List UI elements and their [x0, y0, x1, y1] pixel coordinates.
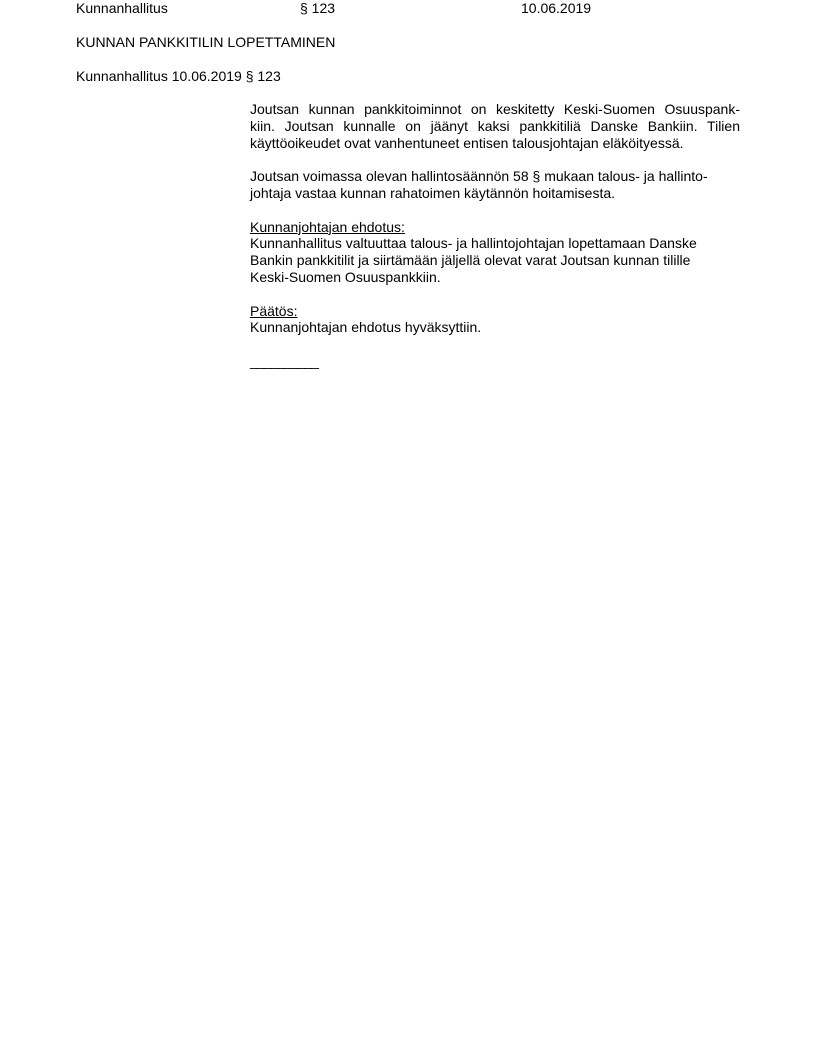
proposal-line: Bankin pankkitilit ja siirtämään jäljellä olevat varat Joutsan kunnan tilille: [250, 252, 691, 269]
paragraph-background: [250, 101, 740, 151]
paragraph-line: johtaja vastaa kunnan rahatoimen käytännön hoitamisesta.: [250, 184, 616, 201]
proposal-section: [250, 219, 740, 286]
proposal-line: Kunnanhallitus valtuuttaa talous- ja hallintojohtajan lopettamaan Danske: [250, 235, 697, 252]
proposal-line: Keski-Suomen Osuuspankkiin.: [250, 268, 441, 285]
document-title: KUNNAN PANKKITILIN LOPETTAMINEN: [76, 34, 336, 50]
paragraph-line: käyttöoikeudet ovat vanhentuneet entisen talousjohtajan eläköityessä.: [250, 134, 684, 151]
meeting-reference: Kunnanhallitus 10.06.2019 § 123: [76, 68, 281, 84]
paragraph-line: kiin. Joutsan kunnalle on jäänyt kaksi pankkitiliä Danske Bankiin. Tilien: [250, 117, 740, 134]
paragraph-line: Joutsan voimassa olevan hallintosäännön 58 § mukaan talous- ja hallinto-: [250, 168, 708, 185]
document-body: [250, 101, 740, 387]
proposal-heading: Kunnanjohtajan ehdotus:: [250, 218, 405, 235]
decision-section: [250, 303, 740, 337]
decision-heading: Päätös:: [250, 302, 298, 319]
header-section: § 123: [300, 0, 336, 16]
paragraph-line: Joutsan kunnan pankkitoiminnot on keskitetty Keski-Suomen Osuuspank-: [250, 101, 740, 117]
decision-text: Kunnanjohtajan ehdotus hyväksyttiin.: [250, 319, 482, 336]
header-date: 10.06.2019: [521, 0, 592, 16]
paragraph-regulation: [250, 168, 740, 202]
document-header: [76, 0, 756, 18]
separator-block: [250, 353, 740, 370]
separator-line: __________: [250, 352, 318, 369]
header-organ: Kunnanhallitus: [76, 0, 168, 16]
